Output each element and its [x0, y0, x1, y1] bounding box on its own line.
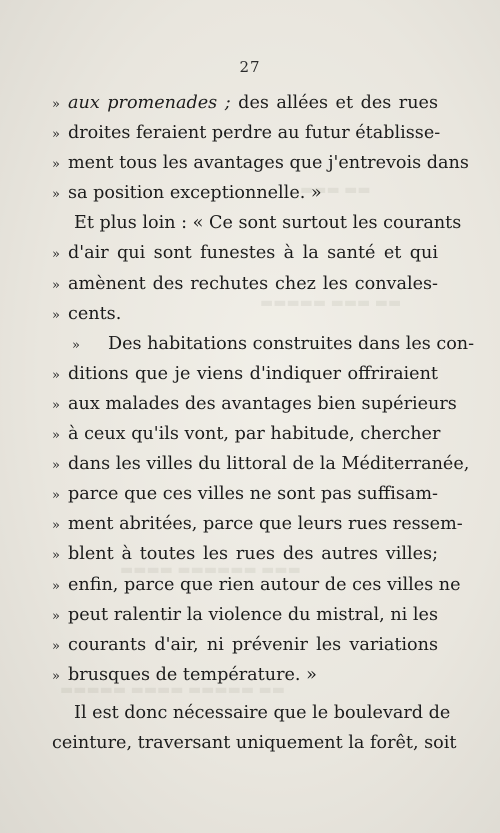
- text-line: [52, 479, 438, 509]
- text-line: [52, 269, 438, 299]
- paragraph-first-line: [52, 208, 462, 238]
- line-text: ment tous les avantages que j'entrevois dans: [68, 153, 469, 174]
- continuation-quote-mark: »: [72, 337, 80, 353]
- italic-phrase: aux promenades ;: [68, 93, 231, 113]
- continuation-quote-mark: »: [52, 277, 60, 293]
- line-text: dans les villes du littoral de la Méditerranée,: [68, 454, 470, 475]
- text-line: [52, 118, 441, 148]
- line-text: Des habitations construites dans les con-: [108, 333, 475, 354]
- line-text: [68, 88, 438, 118]
- body-text: [52, 88, 475, 758]
- line-text: aux malades des avantages bien supérieurs: [68, 393, 457, 414]
- continuation-quote-mark: »: [52, 668, 60, 684]
- line-text: droites feraient perdre au futur établisse-: [68, 123, 441, 144]
- text-line: [52, 660, 438, 690]
- show-through-texture: ▬▬▬▬ ▬▬▬▬▬▬ ▬▬▬: [120, 562, 301, 578]
- show-through-texture: ▬▬▬ ▬▬: [300, 182, 371, 198]
- text-line: [52, 148, 469, 178]
- page-number: 27: [239, 58, 261, 76]
- text-line: [52, 600, 438, 630]
- line-text: ment abritées, parce que leurs rues ressem-: [68, 514, 463, 535]
- text-line: [52, 299, 438, 329]
- line-text: Il est donc nécessaire que le boulevard de: [74, 702, 451, 723]
- paragraph-first-line: [52, 698, 451, 728]
- line-text: cents.: [68, 303, 122, 324]
- continuation-quote-mark: »: [52, 157, 60, 173]
- continuation-quote-mark: »: [52, 187, 60, 203]
- continuation-quote-mark: »: [52, 548, 60, 564]
- line-text: amènent des rechutes chez les convales-: [68, 273, 438, 294]
- line-text-rest: des allées et des rues: [230, 93, 438, 113]
- line-text: enfin, parce que rien autour de ces villes ne: [68, 574, 461, 595]
- paragraph-first-line: [52, 329, 475, 359]
- continuation-quote-mark: »: [52, 247, 60, 263]
- continuation-quote-mark: »: [52, 97, 60, 112]
- continuation-quote-mark: »: [52, 488, 60, 504]
- continuation-quote-mark: »: [52, 638, 60, 654]
- continuation-quote-mark: »: [52, 458, 60, 474]
- show-through-texture: ▬▬▬▬▬ ▬▬▬▬ ▬▬▬▬▬ ▬▬: [60, 682, 285, 698]
- continuation-quote-mark: »: [52, 428, 60, 444]
- text-line: [52, 728, 457, 758]
- text-line: [52, 570, 461, 600]
- text-line: [52, 359, 438, 389]
- line-text: parce que ces villes ne sont pas suffisam-: [68, 484, 438, 505]
- paragraph-gap: [52, 690, 438, 698]
- line-text: Et plus loin : « Ce sont surtout les courants: [74, 213, 462, 234]
- continuation-quote-mark: »: [52, 307, 60, 323]
- continuation-quote-mark: »: [52, 367, 60, 383]
- line-text: ceinture, traversant uniquement la forêt, soit: [52, 732, 457, 753]
- line-text: courants d'air, ni prévenir les variations: [68, 634, 438, 655]
- line-text: d'air qui sont funestes à la santé et qui: [68, 243, 438, 264]
- line-text: ditions que je viens d'indiquer offriraient: [68, 363, 438, 384]
- text-line: [52, 238, 438, 268]
- continuation-quote-mark: »: [52, 578, 60, 594]
- show-through-texture: ▬▬▬▬▬ ▬▬▬ ▬▬: [260, 295, 402, 311]
- text-line: [52, 88, 438, 118]
- continuation-quote-mark: »: [52, 518, 60, 534]
- line-text: à ceux qu'ils vont, par habitude, chercher: [68, 424, 441, 445]
- text-line: [52, 389, 457, 419]
- continuation-quote-mark: »: [52, 397, 60, 413]
- text-line: [52, 630, 438, 660]
- text-line: [52, 419, 441, 449]
- line-text: sa position exceptionnelle. »: [68, 183, 322, 204]
- line-text: brusques de température. »: [68, 664, 317, 685]
- text-line: [52, 509, 463, 539]
- line-text: blent à toutes les rues des autres villes;: [68, 544, 438, 565]
- continuation-quote-mark: »: [52, 608, 60, 624]
- continuation-quote-mark: »: [52, 127, 60, 143]
- line-text: peut ralentir la violence du mistral, ni les: [68, 604, 438, 625]
- text-line: [52, 449, 470, 479]
- text-line: [52, 539, 438, 569]
- text-line: [52, 178, 438, 208]
